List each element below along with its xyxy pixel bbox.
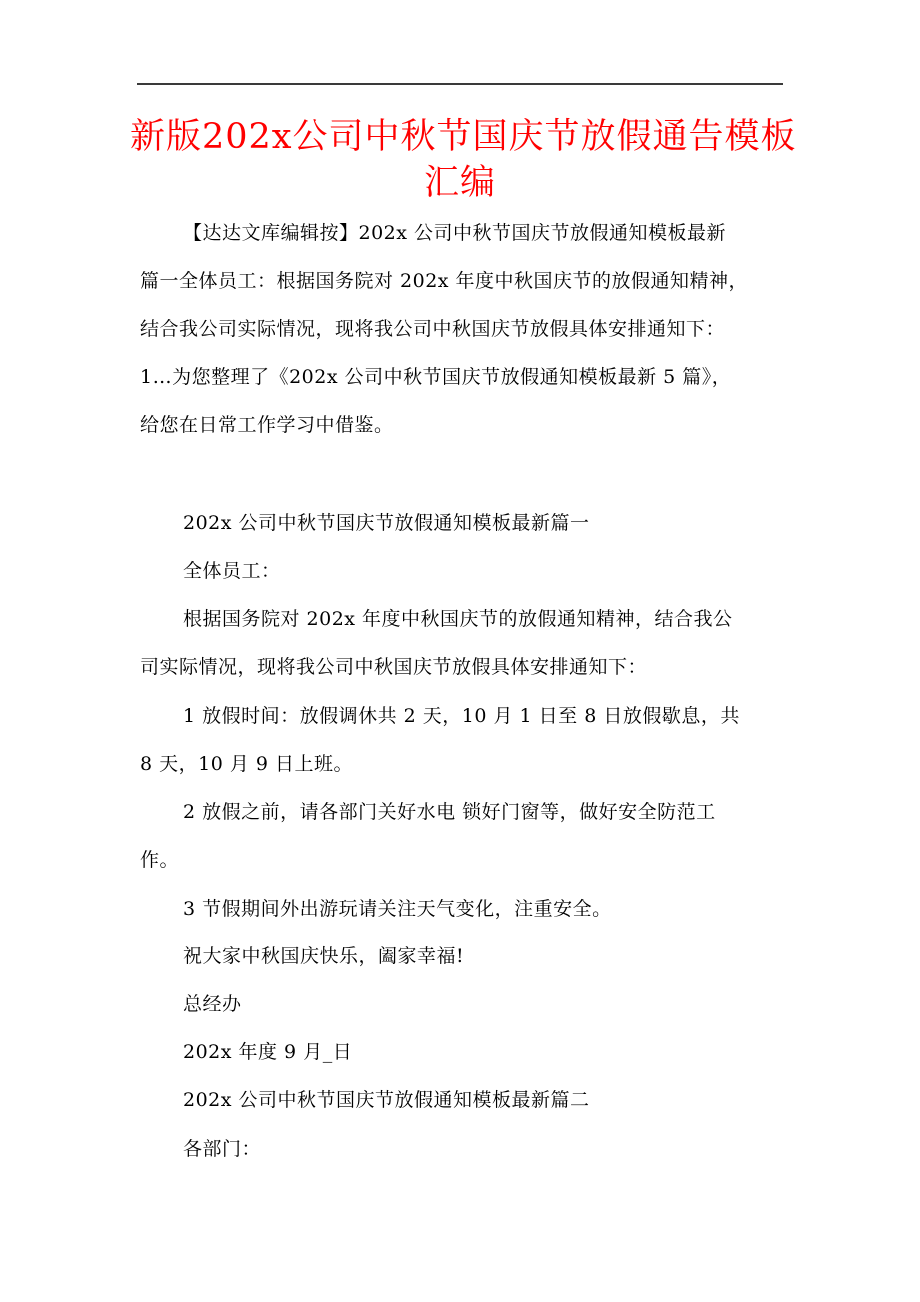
article1-item2-line-1: 2 放假之前，请各部门关好水电 锁好门窗等，做好安全防范工 bbox=[183, 801, 716, 823]
article1-date: 202x 年度 9 月_日 bbox=[183, 1041, 353, 1063]
intro-line-3: 结合我公司实际情况，现将我公司中秋国庆节放假具体安排通知下： bbox=[140, 318, 726, 340]
intro-line-2: 篇一全体员工：根据国务院对 202x 年度中秋国庆节的放假通知精神， bbox=[140, 270, 749, 292]
article1-item1-line-2: 8 天，10 月 9 日上班。 bbox=[140, 753, 354, 775]
intro-line-5: 给您在日常工作学习中借鉴。 bbox=[140, 414, 394, 436]
intro-line-1: 【达达文库编辑按】202x 公司中秋节国庆节放假通知模板最新 bbox=[183, 222, 727, 244]
document-title-line-2: 汇编 bbox=[423, 163, 496, 203]
article1-signature: 总经办 bbox=[183, 993, 242, 1015]
article1-salutation: 全体员工： bbox=[183, 560, 281, 582]
article1-heading: 202x 公司中秋节国庆节放假通知模板最新篇一 bbox=[183, 512, 590, 534]
article2-salutation: 各部门： bbox=[183, 1138, 262, 1160]
article1-para1-line-1: 根据国务院对 202x 年度中秋国庆节的放假通知精神，结合我公 bbox=[183, 608, 733, 630]
document-title-line-1: 新版202x公司中秋节国庆节放假通告模板 bbox=[130, 117, 797, 157]
article1-item3: 3 节假期间外出游玩请关注天气变化，注重安全。 bbox=[183, 898, 612, 920]
article1-greeting: 祝大家中秋国庆快乐，阖家幸福! bbox=[183, 945, 465, 967]
article2-heading: 202x 公司中秋节国庆节放假通知模板最新篇二 bbox=[183, 1089, 590, 1111]
header-rule bbox=[137, 83, 783, 85]
article1-item1-line-1: 1 放假时间：放假调休共 2 天，10 月 1 日至 8 日放假歇息，共 bbox=[183, 705, 740, 727]
intro-line-4: 1…为您整理了《202x 公司中秋节国庆节放假通知模板最新 5 篇》， bbox=[140, 366, 732, 388]
article1-item2-line-2: 作。 bbox=[140, 849, 180, 871]
article1-para1-line-2: 司实际情况，现将我公司中秋国庆节放假具体安排通知下： bbox=[140, 656, 648, 678]
